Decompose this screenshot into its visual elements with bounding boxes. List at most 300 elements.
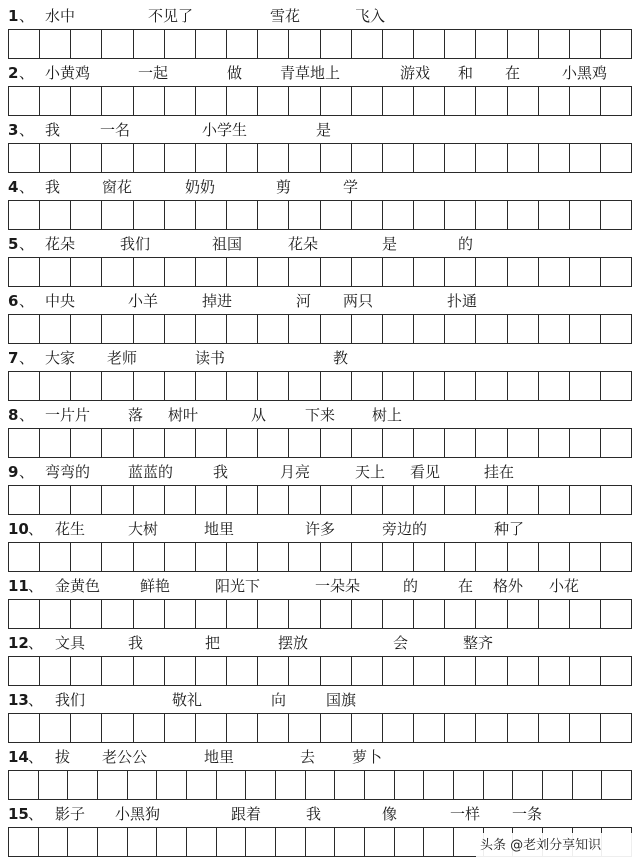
answer-cell[interactable] xyxy=(570,372,601,400)
answer-cell[interactable] xyxy=(508,144,539,172)
answer-cell[interactable] xyxy=(570,87,601,115)
answer-cell[interactable] xyxy=(321,315,352,343)
answer-cell[interactable] xyxy=(134,714,165,742)
answer-cell[interactable] xyxy=(196,600,227,628)
answer-cell[interactable] xyxy=(601,714,631,742)
answer-cell[interactable] xyxy=(414,714,445,742)
answer-cell[interactable] xyxy=(258,30,289,58)
answer-cell[interactable] xyxy=(40,372,71,400)
answer-cell[interactable] xyxy=(102,600,133,628)
answer-cell[interactable] xyxy=(321,714,352,742)
answer-cell[interactable] xyxy=(71,486,102,514)
answer-cell[interactable] xyxy=(601,600,631,628)
answer-cell[interactable] xyxy=(71,429,102,457)
answer-cell[interactable] xyxy=(508,600,539,628)
answer-cell[interactable] xyxy=(165,657,196,685)
answer-cell[interactable] xyxy=(445,30,476,58)
answer-cell[interactable] xyxy=(476,657,507,685)
answer-cell[interactable] xyxy=(414,201,445,229)
answer-cell[interactable] xyxy=(258,201,289,229)
answer-cell[interactable] xyxy=(414,486,445,514)
answer-cell[interactable] xyxy=(570,429,601,457)
answer-cell[interactable] xyxy=(445,600,476,628)
answer-cell[interactable] xyxy=(134,657,165,685)
answer-cell[interactable] xyxy=(306,771,336,799)
answer-cell[interactable] xyxy=(165,372,196,400)
answer-cell[interactable] xyxy=(352,30,383,58)
answer-cell[interactable] xyxy=(573,771,603,799)
answer-cell[interactable] xyxy=(9,372,40,400)
answer-cell[interactable] xyxy=(445,258,476,286)
answer-cell[interactable] xyxy=(289,429,320,457)
answer-cell[interactable] xyxy=(445,657,476,685)
answer-cell[interactable] xyxy=(9,828,39,856)
answer-cell[interactable] xyxy=(40,486,71,514)
answer-cell[interactable] xyxy=(276,771,306,799)
answer-cell[interactable] xyxy=(227,144,258,172)
answer-cell[interactable] xyxy=(40,429,71,457)
answer-cell[interactable] xyxy=(476,372,507,400)
answer-cell[interactable] xyxy=(196,201,227,229)
answer-cell[interactable] xyxy=(71,87,102,115)
answer-cell[interactable] xyxy=(227,201,258,229)
answer-cell[interactable] xyxy=(9,429,40,457)
answer-cell[interactable] xyxy=(9,657,40,685)
answer-cell[interactable] xyxy=(539,258,570,286)
answer-cell[interactable] xyxy=(227,543,258,571)
answer-cell[interactable] xyxy=(134,429,165,457)
answer-cell[interactable] xyxy=(157,828,187,856)
answer-cell[interactable] xyxy=(134,258,165,286)
answer-cell[interactable] xyxy=(258,657,289,685)
answer-cell[interactable] xyxy=(601,315,631,343)
answer-cell[interactable] xyxy=(321,87,352,115)
answer-cell[interactable] xyxy=(445,372,476,400)
answer-cell[interactable] xyxy=(383,315,414,343)
answer-cell[interactable] xyxy=(289,714,320,742)
answer-cell[interactable] xyxy=(508,315,539,343)
answer-cell[interactable] xyxy=(68,828,98,856)
answer-cell[interactable] xyxy=(102,486,133,514)
answer-cell[interactable] xyxy=(335,828,365,856)
answer-cell[interactable] xyxy=(321,372,352,400)
answer-cell[interactable] xyxy=(476,87,507,115)
answer-cell[interactable] xyxy=(570,258,601,286)
answer-cell[interactable] xyxy=(508,372,539,400)
answer-cell[interactable] xyxy=(539,657,570,685)
answer-cell[interactable] xyxy=(383,429,414,457)
answer-cell[interactable] xyxy=(196,429,227,457)
answer-cell[interactable] xyxy=(196,315,227,343)
answer-cell[interactable] xyxy=(543,771,573,799)
answer-cell[interactable] xyxy=(196,87,227,115)
answer-cell[interactable] xyxy=(196,486,227,514)
answer-cell[interactable] xyxy=(539,144,570,172)
answer-cell[interactable] xyxy=(601,429,631,457)
answer-cell[interactable] xyxy=(258,258,289,286)
answer-cell[interactable] xyxy=(539,201,570,229)
answer-cell[interactable] xyxy=(258,600,289,628)
answer-cell[interactable] xyxy=(258,714,289,742)
answer-cell[interactable] xyxy=(9,30,40,58)
answer-cell[interactable] xyxy=(601,87,631,115)
answer-cell[interactable] xyxy=(40,258,71,286)
answer-cell[interactable] xyxy=(352,144,383,172)
answer-cell[interactable] xyxy=(227,87,258,115)
answer-cell[interactable] xyxy=(352,543,383,571)
answer-cell[interactable] xyxy=(102,429,133,457)
answer-cell[interactable] xyxy=(395,771,425,799)
answer-cell[interactable] xyxy=(601,30,631,58)
answer-cell[interactable] xyxy=(414,144,445,172)
answer-cell[interactable] xyxy=(365,828,395,856)
answer-cell[interactable] xyxy=(187,771,217,799)
answer-cell[interactable] xyxy=(289,315,320,343)
answer-cell[interactable] xyxy=(570,315,601,343)
answer-cell[interactable] xyxy=(134,600,165,628)
answer-cell[interactable] xyxy=(134,372,165,400)
answer-cell[interactable] xyxy=(128,771,158,799)
answer-cell[interactable] xyxy=(102,258,133,286)
answer-cell[interactable] xyxy=(102,87,133,115)
answer-cell[interactable] xyxy=(258,429,289,457)
answer-cell[interactable] xyxy=(508,258,539,286)
answer-cell[interactable] xyxy=(321,201,352,229)
answer-cell[interactable] xyxy=(71,315,102,343)
answer-cell[interactable] xyxy=(165,600,196,628)
answer-cell[interactable] xyxy=(539,543,570,571)
answer-cell[interactable] xyxy=(352,87,383,115)
answer-cell[interactable] xyxy=(196,258,227,286)
answer-cell[interactable] xyxy=(570,657,601,685)
answer-cell[interactable] xyxy=(414,258,445,286)
answer-cell[interactable] xyxy=(134,543,165,571)
answer-cell[interactable] xyxy=(508,657,539,685)
answer-cell[interactable] xyxy=(102,657,133,685)
answer-cell[interactable] xyxy=(476,315,507,343)
answer-cell[interactable] xyxy=(102,30,133,58)
answer-cell[interactable] xyxy=(165,144,196,172)
answer-cell[interactable] xyxy=(601,258,631,286)
answer-cell[interactable] xyxy=(484,771,514,799)
answer-cell[interactable] xyxy=(187,828,217,856)
answer-cell[interactable] xyxy=(40,87,71,115)
answer-cell[interactable] xyxy=(165,30,196,58)
answer-cell[interactable] xyxy=(395,828,425,856)
answer-cell[interactable] xyxy=(601,486,631,514)
answer-cell[interactable] xyxy=(383,714,414,742)
answer-cell[interactable] xyxy=(196,543,227,571)
answer-cell[interactable] xyxy=(71,600,102,628)
answer-cell[interactable] xyxy=(352,657,383,685)
answer-cell[interactable] xyxy=(289,87,320,115)
answer-cell[interactable] xyxy=(352,486,383,514)
answer-cell[interactable] xyxy=(321,543,352,571)
answer-cell[interactable] xyxy=(9,87,40,115)
answer-cell[interactable] xyxy=(601,201,631,229)
answer-cell[interactable] xyxy=(321,486,352,514)
answer-cell[interactable] xyxy=(414,543,445,571)
answer-cell[interactable] xyxy=(539,600,570,628)
answer-cell[interactable] xyxy=(227,258,258,286)
answer-cell[interactable] xyxy=(352,429,383,457)
answer-cell[interactable] xyxy=(508,543,539,571)
answer-cell[interactable] xyxy=(258,543,289,571)
answer-cell[interactable] xyxy=(196,30,227,58)
answer-cell[interactable] xyxy=(476,30,507,58)
answer-cell[interactable] xyxy=(414,429,445,457)
answer-cell[interactable] xyxy=(9,144,40,172)
answer-cell[interactable] xyxy=(276,828,306,856)
answer-cell[interactable] xyxy=(445,201,476,229)
answer-cell[interactable] xyxy=(40,201,71,229)
answer-cell[interactable] xyxy=(570,714,601,742)
answer-cell[interactable] xyxy=(383,30,414,58)
scrambled-word: 花朵 xyxy=(288,235,319,253)
answer-cell[interactable] xyxy=(383,657,414,685)
answer-cell[interactable] xyxy=(570,543,601,571)
answer-cell[interactable] xyxy=(9,315,40,343)
answer-cell[interactable] xyxy=(445,486,476,514)
answer-cell[interactable] xyxy=(258,372,289,400)
answer-cell[interactable] xyxy=(476,144,507,172)
answer-cell[interactable] xyxy=(289,372,320,400)
answer-cell[interactable] xyxy=(9,486,40,514)
answer-cell[interactable] xyxy=(39,771,69,799)
answer-cell[interactable] xyxy=(165,315,196,343)
answer-cell[interactable] xyxy=(102,201,133,229)
answer-cell[interactable] xyxy=(476,714,507,742)
answer-cell[interactable] xyxy=(539,30,570,58)
answer-cell[interactable] xyxy=(98,828,128,856)
answer-cell[interactable] xyxy=(246,771,276,799)
answer-cell[interactable] xyxy=(227,714,258,742)
answer-cell[interactable] xyxy=(40,315,71,343)
answer-cell[interactable] xyxy=(40,657,71,685)
answer-cell[interactable] xyxy=(71,543,102,571)
answer-cell[interactable] xyxy=(196,372,227,400)
answer-cell[interactable] xyxy=(601,144,631,172)
answer-cell[interactable] xyxy=(445,315,476,343)
answer-cell[interactable] xyxy=(289,486,320,514)
answer-cell[interactable] xyxy=(414,30,445,58)
answer-cell[interactable] xyxy=(602,771,631,799)
answer-cell[interactable] xyxy=(335,771,365,799)
answer-cell[interactable] xyxy=(102,543,133,571)
answer-cell[interactable] xyxy=(227,486,258,514)
answer-cell[interactable] xyxy=(508,486,539,514)
answer-cell[interactable] xyxy=(40,144,71,172)
answer-cell[interactable] xyxy=(258,486,289,514)
answer-cell[interactable] xyxy=(102,144,133,172)
answer-cell[interactable] xyxy=(134,315,165,343)
answer-cell[interactable] xyxy=(196,657,227,685)
answer-cell[interactable] xyxy=(513,771,543,799)
answer-cell[interactable] xyxy=(165,486,196,514)
answer-cell[interactable] xyxy=(508,714,539,742)
answer-cell[interactable] xyxy=(539,486,570,514)
answer-cell[interactable] xyxy=(383,258,414,286)
answer-cell[interactable] xyxy=(321,30,352,58)
answer-cell[interactable] xyxy=(165,87,196,115)
exercise-number: 1 xyxy=(8,7,19,25)
answer-cell[interactable] xyxy=(476,486,507,514)
answer-cell[interactable] xyxy=(289,543,320,571)
answer-cell[interactable] xyxy=(258,87,289,115)
answer-cell[interactable] xyxy=(9,258,40,286)
answer-cell[interactable] xyxy=(217,828,247,856)
answer-cell[interactable] xyxy=(134,87,165,115)
answer-cell[interactable] xyxy=(539,714,570,742)
answer-cell[interactable] xyxy=(165,201,196,229)
answer-cell[interactable] xyxy=(476,600,507,628)
answer-cell[interactable] xyxy=(383,144,414,172)
answer-cell[interactable] xyxy=(258,144,289,172)
answer-cell[interactable] xyxy=(9,600,40,628)
answer-cell[interactable] xyxy=(508,30,539,58)
scrambled-word: 学 xyxy=(343,178,359,196)
answer-cell[interactable] xyxy=(414,657,445,685)
answer-cell[interactable] xyxy=(227,372,258,400)
answer-cell[interactable] xyxy=(71,372,102,400)
answer-cell[interactable] xyxy=(217,771,247,799)
answer-cell[interactable] xyxy=(289,600,320,628)
answer-cell[interactable] xyxy=(414,600,445,628)
answer-cell[interactable] xyxy=(71,201,102,229)
answer-cell[interactable] xyxy=(352,201,383,229)
answer-cell[interactable] xyxy=(289,258,320,286)
answer-cell[interactable] xyxy=(508,201,539,229)
answer-cell[interactable] xyxy=(352,315,383,343)
answer-cell[interactable] xyxy=(365,771,395,799)
answer-cell[interactable] xyxy=(40,600,71,628)
answer-cell[interactable] xyxy=(414,315,445,343)
answer-cell[interactable] xyxy=(454,771,484,799)
answer-cell[interactable] xyxy=(289,144,320,172)
answer-cell[interactable] xyxy=(165,714,196,742)
answer-cell[interactable] xyxy=(570,144,601,172)
answer-cell[interactable] xyxy=(68,771,98,799)
answer-cell[interactable] xyxy=(539,429,570,457)
answer-cell[interactable] xyxy=(414,87,445,115)
answer-cell[interactable] xyxy=(508,87,539,115)
answer-cell[interactable] xyxy=(352,258,383,286)
answer-cell[interactable] xyxy=(134,486,165,514)
answer-cell[interactable] xyxy=(539,87,570,115)
answer-cell[interactable] xyxy=(196,714,227,742)
answer-cell[interactable] xyxy=(424,771,454,799)
answer-cell[interactable] xyxy=(570,600,601,628)
answer-cell[interactable] xyxy=(227,600,258,628)
answer-cell[interactable] xyxy=(196,144,227,172)
answer-cell[interactable] xyxy=(570,201,601,229)
answer-cell[interactable] xyxy=(40,30,71,58)
answer-cell[interactable] xyxy=(570,30,601,58)
answer-cell[interactable] xyxy=(352,714,383,742)
answer-cell[interactable] xyxy=(102,372,133,400)
answer-cell[interactable] xyxy=(445,543,476,571)
answer-cell[interactable] xyxy=(476,543,507,571)
answer-cell[interactable] xyxy=(445,429,476,457)
answer-cell[interactable] xyxy=(601,372,631,400)
answer-cell[interactable] xyxy=(40,714,71,742)
answer-cell[interactable] xyxy=(445,714,476,742)
answer-cell[interactable] xyxy=(445,87,476,115)
answer-cell[interactable] xyxy=(71,144,102,172)
answer-cell[interactable] xyxy=(71,714,102,742)
answer-cell[interactable] xyxy=(352,372,383,400)
answer-cell[interactable] xyxy=(476,429,507,457)
answer-cell[interactable] xyxy=(98,771,128,799)
answer-cell[interactable] xyxy=(539,372,570,400)
answer-cell[interactable] xyxy=(40,543,71,571)
answer-cell[interactable] xyxy=(601,657,631,685)
answer-cell[interactable] xyxy=(289,657,320,685)
answer-cell[interactable] xyxy=(383,201,414,229)
answer-cell[interactable] xyxy=(246,828,276,856)
answer-cell[interactable] xyxy=(508,429,539,457)
answer-cell[interactable] xyxy=(134,30,165,58)
answer-cell[interactable] xyxy=(321,144,352,172)
scrambled-word: 我 xyxy=(128,634,144,652)
answer-cell[interactable] xyxy=(476,258,507,286)
answer-cell[interactable] xyxy=(71,258,102,286)
answer-cell[interactable] xyxy=(9,543,40,571)
answer-cell[interactable] xyxy=(383,87,414,115)
answer-cell[interactable] xyxy=(289,30,320,58)
answer-cell[interactable] xyxy=(227,657,258,685)
answer-cell[interactable] xyxy=(165,258,196,286)
answer-cell[interactable] xyxy=(352,600,383,628)
answer-cell[interactable] xyxy=(289,201,320,229)
answer-cell[interactable] xyxy=(9,714,40,742)
answer-cell[interactable] xyxy=(445,144,476,172)
answer-cell[interactable] xyxy=(383,600,414,628)
answer-cell[interactable] xyxy=(424,828,454,856)
answer-cell[interactable] xyxy=(227,315,258,343)
answer-cell[interactable] xyxy=(134,201,165,229)
answer-cell[interactable] xyxy=(321,600,352,628)
answer-cell[interactable] xyxy=(227,30,258,58)
answer-cell[interactable] xyxy=(539,315,570,343)
answer-cell[interactable] xyxy=(321,657,352,685)
answer-cell[interactable] xyxy=(476,201,507,229)
answer-cell[interactable] xyxy=(39,828,69,856)
answer-cell[interactable] xyxy=(165,429,196,457)
answer-cell[interactable] xyxy=(71,30,102,58)
answer-cell[interactable] xyxy=(570,486,601,514)
answer-cell[interactable] xyxy=(71,657,102,685)
answer-cell[interactable] xyxy=(258,315,289,343)
answer-cell[interactable] xyxy=(321,429,352,457)
answer-cell[interactable] xyxy=(157,771,187,799)
answer-cell[interactable] xyxy=(383,486,414,514)
answer-cell[interactable] xyxy=(9,771,39,799)
answer-cell[interactable] xyxy=(128,828,158,856)
answer-cell[interactable] xyxy=(102,714,133,742)
answer-cell[interactable] xyxy=(102,315,133,343)
answer-cell[interactable] xyxy=(321,258,352,286)
answer-cell[interactable] xyxy=(601,543,631,571)
answer-cell[interactable] xyxy=(165,543,196,571)
answer-cell[interactable] xyxy=(414,372,445,400)
answer-cell[interactable] xyxy=(227,429,258,457)
answer-cell[interactable] xyxy=(9,201,40,229)
answer-cell[interactable] xyxy=(306,828,336,856)
answer-cell[interactable] xyxy=(383,543,414,571)
answer-cell[interactable] xyxy=(134,144,165,172)
answer-cell[interactable] xyxy=(383,372,414,400)
